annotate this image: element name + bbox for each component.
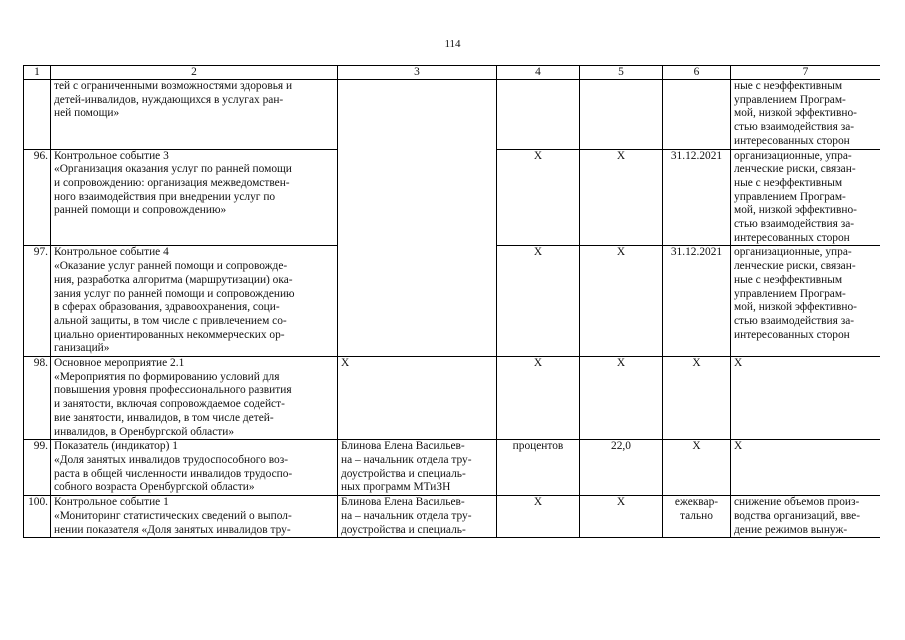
header-cell: 7 (731, 66, 881, 80)
header-cell: 3 (338, 66, 497, 80)
text-line: ежеквар- (674, 496, 719, 509)
text-line: ленческие риски, связан- (734, 163, 856, 176)
column-number-row (24, 66, 881, 80)
text-line: доустройства и специаль- (341, 467, 466, 480)
text-line: повышения уровня профессионального развития (54, 384, 292, 397)
text-line: ганизаций» (54, 342, 110, 355)
responsible-person-cell (338, 149, 497, 246)
text-line: ных программ МТиЗН (341, 481, 451, 494)
text-line: «Мониторинг статистических сведений о выпол- (54, 509, 292, 522)
text-line: нении показателя «Доля занятых инвалидов тру- (54, 523, 291, 536)
event-description-cell (51, 496, 338, 538)
unit-cell: Х (497, 357, 580, 440)
table-row (24, 440, 881, 496)
text-line: «Оказание услуг ранней помощи и сопровожде- (54, 260, 288, 273)
text-line: ные с неэффективным (734, 273, 843, 286)
text-line: в сферах образования, здравоохранения, соци- (54, 301, 280, 314)
text-line: циально ориентированных некоммерческих ор- (54, 328, 285, 341)
table-row (24, 496, 881, 538)
responsible-person-cell (338, 80, 497, 150)
text-line: Х (341, 357, 350, 370)
deadline-cell: Х (663, 440, 731, 496)
text-line: ней помощи» (54, 107, 120, 120)
text-line: управлением Програм- (734, 93, 846, 106)
text-line: альной защиты, в том числе с привлечением со- (54, 314, 287, 327)
event-description-cell (51, 149, 338, 246)
text-line: интересованных сторон (734, 231, 850, 244)
text-line: ния, разработка алгоритма (маршрутизации) ока- (54, 273, 293, 286)
text-line: мой, низкой эффективно- (734, 204, 857, 217)
table-row (24, 80, 881, 150)
responsible-person-cell (338, 440, 497, 496)
row-number-cell: 98. (24, 357, 51, 440)
header-cell: 2 (51, 66, 338, 80)
value-cell: Х (580, 357, 663, 440)
text-line: собного возраста Оренбургской области» (54, 481, 255, 494)
value-cell: Х (580, 149, 663, 246)
text-line: водства организаций, вве- (734, 509, 861, 522)
event-description-cell (51, 246, 338, 357)
text-line: Х (734, 357, 743, 370)
text-line: снижение объемов произ- (734, 496, 860, 509)
text-line: мой, низкой эффективно- (734, 107, 857, 120)
deadline-cell (663, 80, 731, 150)
text-line: организационные, упра- (734, 246, 852, 259)
document-table-container (23, 65, 880, 640)
risks-cell (731, 149, 881, 246)
text-line: тей с ограниченными возможностями здоровья и (54, 80, 293, 92)
text-line: и сопровождению: организация межведомствен- (54, 176, 290, 189)
text-line: доустройства и специаль- (341, 523, 466, 536)
value-cell: Х (580, 496, 663, 538)
row-number-cell: 99. (24, 440, 51, 496)
header-cell: 1 (24, 66, 51, 80)
text-line: «Доля занятых инвалидов трудоспособного воз- (54, 453, 289, 466)
risks-cell (731, 440, 881, 496)
value-cell (580, 80, 663, 150)
text-line: стью взаимодействия за- (734, 121, 855, 134)
deadline-cell: Х (663, 357, 731, 440)
header-cell: 6 (663, 66, 731, 80)
header-cell: 5 (580, 66, 663, 80)
unit-cell: Х (497, 149, 580, 246)
text-line: ранней помощи и сопровождению» (54, 204, 227, 217)
responsible-person-cell (338, 496, 497, 538)
text-line: тально (680, 509, 713, 522)
value-cell: Х (580, 246, 663, 357)
text-line: ленческие риски, связан- (734, 260, 856, 273)
unit-cell: Х (497, 496, 580, 538)
event-description-cell (51, 80, 338, 150)
text-line: ные с неэффективным (734, 176, 843, 189)
text-line: Контрольное событие 3 (54, 149, 169, 162)
event-description-cell (51, 440, 338, 496)
text-line: стью взаимодействия за- (734, 218, 855, 231)
text-line: Блинова Елена Васильев- (341, 496, 465, 509)
text-line: управлением Програм- (734, 287, 846, 300)
deadline-cell (663, 496, 731, 538)
text-line: зания услуг по ранней помощи и сопровождению (54, 287, 295, 300)
text-line: Контрольное событие 1 (54, 496, 169, 509)
text-line: организационные, упра- (734, 149, 852, 162)
value-cell: 22,0 (580, 440, 663, 496)
table-row (24, 357, 881, 440)
text-line: и занятости, включая сопровождаемое содейст- (54, 398, 285, 411)
header-cell: 4 (497, 66, 580, 80)
deadline-cell: 31.12.2021 (663, 149, 731, 246)
unit-cell: Х (497, 246, 580, 357)
responsible-person-cell (338, 357, 497, 440)
text-line: мой, низкой эффективно- (734, 301, 857, 314)
text-line: ного взаимодействия при внедрении услуг по (54, 190, 276, 203)
row-number-cell (24, 80, 51, 150)
text-line: дение режимов вынуж- (734, 523, 848, 536)
risks-cell (731, 246, 881, 357)
text-line: интересованных сторон (734, 328, 850, 341)
text-line: вие занятости, инвалидов, в том числе детей- (54, 411, 274, 424)
row-number-cell: 100. (24, 496, 51, 538)
text-line: управлением Програм- (734, 190, 846, 203)
control-events-table (23, 65, 880, 538)
text-line: «Организация оказания услуг по ранней помощи (54, 163, 292, 176)
text-line: инвалидов, в Оренбургской области» (54, 425, 235, 438)
risks-cell (731, 357, 881, 440)
text-line: детей-инвалидов, нуждающихся в услугах ран- (54, 93, 284, 106)
row-number-cell: 96. (24, 149, 51, 246)
risks-cell (731, 80, 881, 150)
responsible-person-cell (338, 246, 497, 357)
text-line: Контрольное событие 4 (54, 246, 169, 259)
row-number-cell: 97. (24, 246, 51, 357)
deadline-cell: 31.12.2021 (663, 246, 731, 357)
text-line: Показатель (индикатор) 1 (54, 440, 178, 453)
text-line: на – начальник отдела тру- (341, 509, 472, 522)
text-line: Х (734, 440, 743, 453)
event-description-cell (51, 357, 338, 440)
unit-cell: процентов (497, 440, 580, 496)
text-line: раста в общей численности инвалидов трудоспо- (54, 467, 293, 480)
table-row (24, 246, 881, 357)
unit-cell (497, 80, 580, 150)
text-line: интересованных сторон (734, 134, 850, 147)
table-row (24, 149, 881, 246)
page-number: 114 (444, 38, 461, 50)
text-line: «Мероприятия по формированию условий для (54, 370, 280, 383)
text-line: Основное мероприятие 2.1 (54, 357, 185, 370)
text-line: на – начальник отдела тру- (341, 453, 472, 466)
text-line: стью взаимодействия за- (734, 314, 855, 327)
text-line: ные с неэффективным (734, 80, 843, 92)
risks-cell (731, 496, 881, 538)
text-line: Блинова Елена Васильев- (341, 440, 465, 453)
